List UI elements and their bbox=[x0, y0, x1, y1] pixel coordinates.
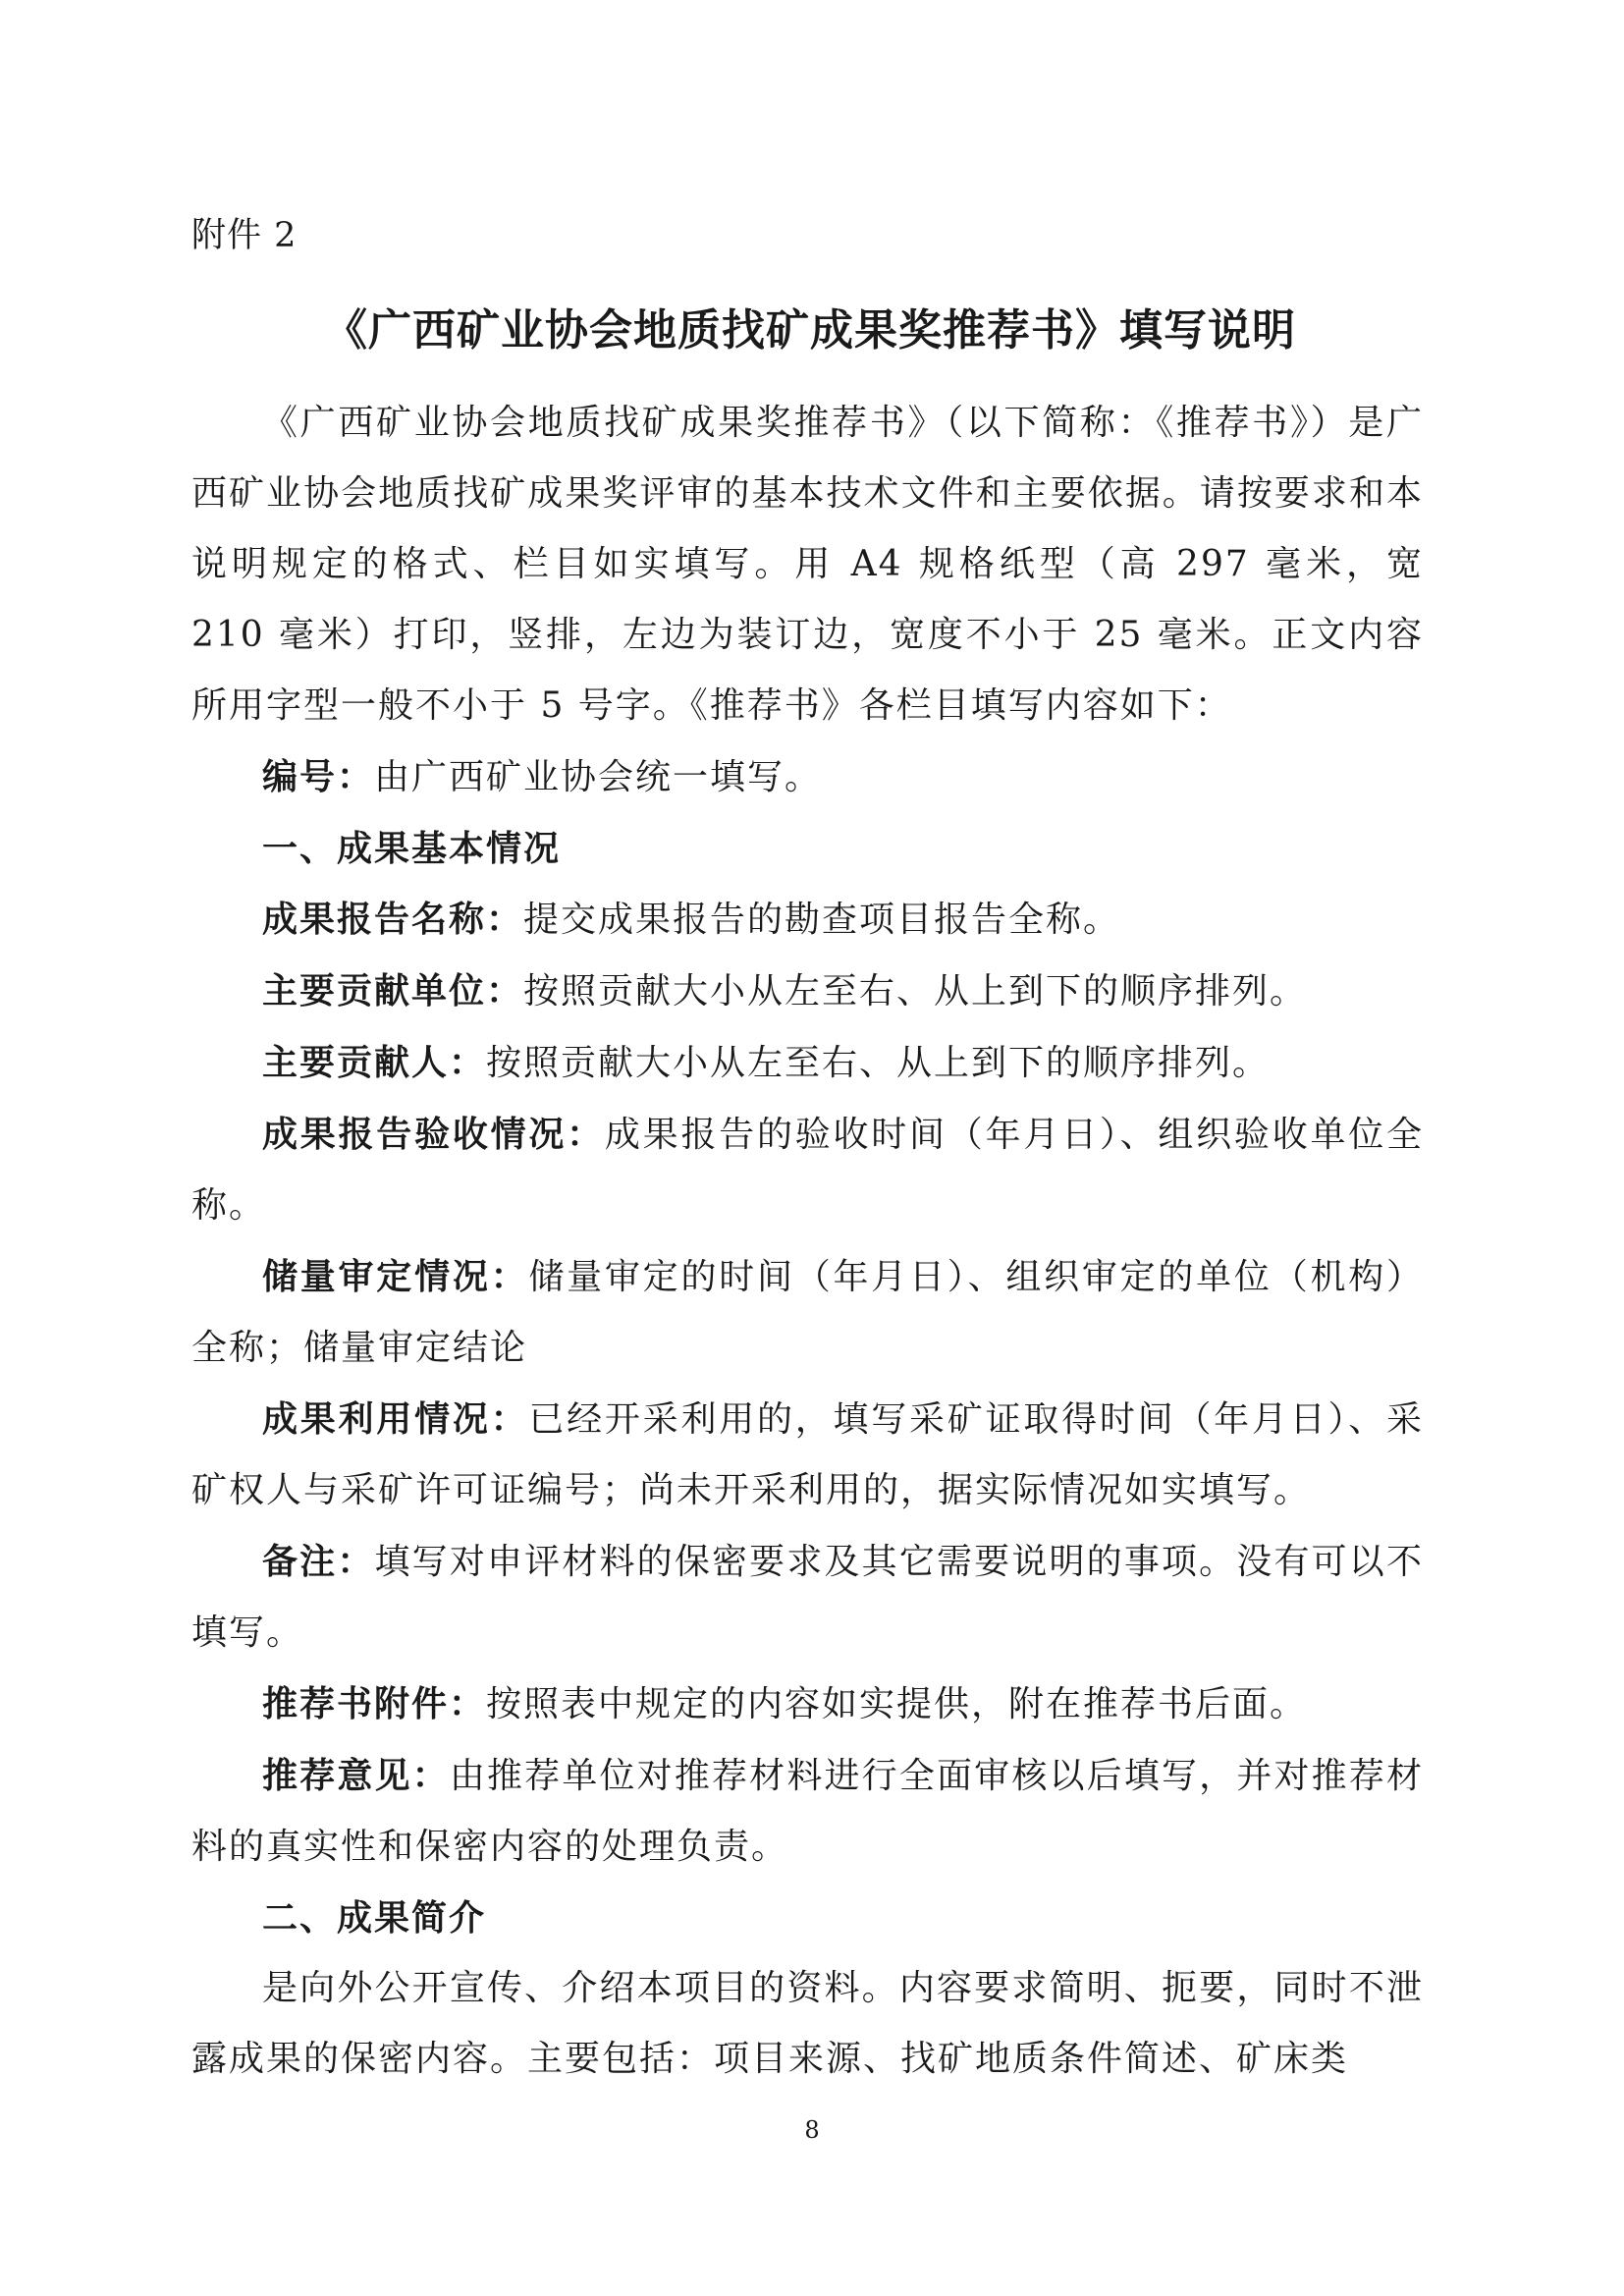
item-term: 推荐意见： bbox=[262, 1755, 450, 1796]
item-acceptance bbox=[191, 1099, 1424, 1241]
item-text: 提交成果报告的勘查项目报告全称。 bbox=[523, 900, 1121, 940]
item-term: 成果报告名称： bbox=[262, 899, 524, 940]
item-main-units bbox=[191, 956, 1424, 1027]
item-text: 按照贡献大小从左至右、从上到下的顺序排列。 bbox=[486, 1043, 1271, 1083]
attachment-label: 附件 2 bbox=[191, 216, 298, 255]
item-text: 填写对申评材料的保密要求及其它需要说明的事项。没有可以不填写。 bbox=[191, 1542, 1424, 1653]
item-text: 由推荐单位对推荐材料进行全面审核以后填写，并对推荐材料的真实性和保密内容的处理负责。 bbox=[191, 1756, 1424, 1867]
item-term: 成果利用情况： bbox=[262, 1398, 529, 1440]
item-term: 储量审定情况： bbox=[262, 1256, 529, 1297]
item-remarks bbox=[191, 1526, 1424, 1668]
document-body bbox=[191, 388, 1424, 2095]
item-term: 推荐书附件： bbox=[262, 1683, 487, 1724]
section2-heading: 二、成果简介 bbox=[262, 1897, 487, 1939]
item-utilization bbox=[191, 1384, 1424, 1526]
item-term: 成果报告验收情况： bbox=[262, 1114, 605, 1155]
item-term: 主要贡献单位： bbox=[262, 970, 524, 1011]
numbering-term: 编号： bbox=[262, 756, 375, 797]
item-text: 已经开采利用的，填写采矿证取得时间（年月日）、采矿权人与采矿许可证编号；尚未开采利用的，据实际情况如实填写。 bbox=[191, 1399, 1424, 1510]
item-report-name bbox=[191, 884, 1424, 956]
document-title: 《广西矿业协会地质找矿成果奖推荐书》填写说明 bbox=[324, 305, 1296, 355]
item-text: 按照表中规定的内容如实提供，附在推荐书后面。 bbox=[486, 1684, 1308, 1724]
page-number: 8 bbox=[804, 2116, 820, 2144]
item-text: 成果报告的验收时间（年月日）、组织验收单位全称。 bbox=[191, 1115, 1424, 1226]
item-main-contributors bbox=[191, 1027, 1424, 1099]
numbering-paragraph bbox=[191, 741, 1424, 813]
item-reserve-review bbox=[191, 1241, 1424, 1384]
item-term: 主要贡献人： bbox=[262, 1042, 487, 1083]
item-attachments bbox=[191, 1668, 1424, 1740]
item-text: 按照贡献大小从左至右、从上到下的顺序排列。 bbox=[523, 971, 1308, 1011]
section1-heading: 一、成果基本情况 bbox=[262, 828, 562, 869]
numbering-text: 由广西矿业协会统一填写。 bbox=[374, 757, 823, 797]
item-term: 备注： bbox=[262, 1541, 375, 1582]
item-text: 储量审定的时间（年月日）、组织审定的单位（机构）全称；储量审定结论 bbox=[191, 1257, 1424, 1368]
section2-paragraph: 是向外公开宣传、介绍本项目的资料。内容要求简明、扼要，同时不泄露成果的保密内容。主要包括：项目来源、找矿地质条件简述、矿床类 bbox=[191, 1968, 1424, 2079]
item-recommendation bbox=[191, 1740, 1424, 1883]
intro-paragraph: 《广西矿业协会地质找矿成果奖推荐书》（以下简称：《推荐书》）是广西矿业协会地质找矿成果奖评审的基本技术文件和主要依据。请按要求和本说明规定的格式、栏目如实填写。用 A4 规格纸型（高 297 毫米，宽 210 毫米）打印，竖排，左边为装订边，宽度不小于 25 毫米。正文内容所用字型一般不小于 5 号字。《推荐书》各栏目填写内容如下： bbox=[191, 403, 1424, 726]
